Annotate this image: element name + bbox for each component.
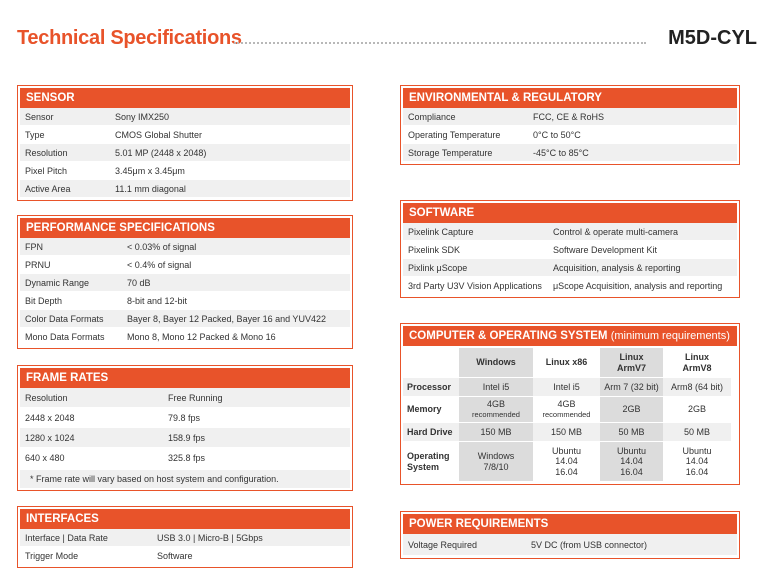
spec-row: [20, 274, 350, 292]
spec-value: 5V DC (from USB connector): [531, 540, 648, 550]
spec-label: Trigger Mode: [25, 551, 79, 561]
spec-value: 0°C to 50°C: [533, 130, 581, 140]
spec-value: Sony IMX250: [115, 112, 170, 122]
os-col-linux-armv8: Linux ArmV8: [663, 348, 731, 378]
spec-value: 8-bit and 12-bit: [127, 296, 188, 306]
spec-value: 158.9 fps: [168, 433, 206, 443]
os-row-hard-drive: [403, 423, 737, 442]
spec-value: 11.1 mm diagonal: [115, 184, 186, 194]
software-section: [400, 200, 740, 298]
spec-value: 5.01 MP (2448 x 2048): [115, 148, 207, 158]
spec-row: [20, 388, 350, 408]
section-header: INTERFACES: [20, 509, 350, 529]
os-cell: 2GB: [663, 397, 731, 423]
spec-value: < 0.4% of signal: [127, 260, 192, 270]
spec-value: Control & operate multi-camera: [553, 227, 679, 237]
spec-row: [20, 448, 350, 468]
spec-row: [20, 180, 350, 198]
spec-label: Active Area: [25, 184, 71, 194]
spec-value: 70 dB: [127, 278, 151, 288]
spec-row: [20, 328, 350, 346]
spec-value: Bayer 8, Bayer 12 Packed, Bayer 16 and YUV422: [127, 314, 326, 324]
os-cell: 150 MB: [459, 423, 533, 442]
os-cell: Arm 7 (32 bit): [600, 378, 663, 397]
spec-row: [20, 428, 350, 448]
spec-label: Resolution: [25, 148, 68, 158]
os-row-memory: [403, 397, 737, 423]
spec-row: [20, 292, 350, 310]
spec-value: 79.8 fps: [168, 413, 201, 423]
section-header: ENVIRONMENTAL & REGULATORY: [403, 88, 737, 108]
spec-label: Dynamic Range: [25, 278, 90, 288]
spec-row: [20, 162, 350, 180]
spec-label: FPN: [25, 242, 43, 252]
os-cell: 50 MB: [663, 423, 731, 442]
os-cell: Intel i5: [459, 378, 533, 397]
os-cell: Intel i5: [533, 378, 600, 397]
os-cell: 50 MB: [600, 423, 663, 442]
section-header: [403, 326, 737, 346]
spec-label: Pixelink Capture: [408, 227, 474, 237]
spec-row: [403, 277, 737, 295]
spec-row: [20, 144, 350, 162]
os-col-linux-armv7: Linux ArmV7: [600, 348, 663, 378]
os-header-row: [403, 348, 737, 378]
frame-rates-section: [17, 365, 353, 491]
spec-label: Pixelink SDK: [408, 245, 461, 255]
environmental-section: [400, 85, 740, 165]
spec-label: Voltage Required: [408, 540, 478, 550]
spec-value: Acquisition, analysis & reporting: [553, 263, 681, 273]
spec-row: [20, 310, 350, 328]
page-title: Technical Specifications: [17, 27, 242, 49]
interfaces-section: [17, 506, 353, 568]
section-header: SENSOR: [20, 88, 350, 108]
frame-rate-note: * Frame rate will vary based on host system and configuration.: [20, 470, 350, 488]
spec-row: [403, 144, 737, 162]
spec-value: -45°C to 85°C: [533, 148, 589, 158]
computer-os-section: [400, 323, 740, 485]
performance-section: [17, 215, 353, 349]
spec-row: [20, 108, 350, 126]
os-cell: 4GB recommended: [459, 397, 533, 423]
section-header: FRAME RATES: [20, 368, 350, 388]
spec-label: Color Data Formats: [25, 314, 104, 324]
section-header: SOFTWARE: [403, 203, 737, 223]
spec-row: [403, 241, 737, 259]
spec-label: Operating Temperature: [408, 130, 501, 140]
spec-row: [403, 223, 737, 241]
spec-label: Pixel Pitch: [25, 166, 68, 176]
spec-label: 640 x 480: [25, 453, 65, 463]
os-row-label: Hard Drive: [403, 423, 459, 442]
spec-label: 3rd Party U3V Vision Applications: [408, 281, 542, 291]
spec-value: μScope Acquisition, analysis and reporting: [553, 281, 723, 291]
spec-row: [20, 238, 350, 256]
os-row-label: Memory: [403, 397, 459, 423]
spec-label: Mono Data Formats: [25, 332, 105, 342]
os-cell: 4GB recommended: [533, 397, 600, 423]
section-header-title: COMPUTER & OPERATING SYSTEM: [409, 330, 608, 342]
power-section: [400, 511, 740, 559]
spec-value: USB 3.0 | Micro-B | 5Gbps: [157, 533, 263, 543]
os-cell: Windows 7/8/10: [459, 442, 533, 482]
spec-label: Pixlink μScope: [408, 263, 468, 273]
dotted-leader: [234, 42, 646, 44]
os-col-linux-x86: Linux x86: [533, 348, 600, 378]
os-row-label: Processor: [403, 378, 459, 397]
os-cell: 2GB: [600, 397, 663, 423]
spec-row: [20, 126, 350, 144]
spec-value: 3.45μm x 3.45μm: [115, 166, 185, 176]
os-row-operating-system: [403, 442, 737, 482]
os-row-processor: [403, 378, 737, 397]
spec-row: [20, 408, 350, 428]
spec-value: Mono 8, Mono 12 Packed & Mono 16: [127, 332, 276, 342]
spec-label: Interface | Data Rate: [25, 533, 108, 543]
spec-label: 1280 x 1024: [25, 433, 75, 443]
os-cell: Ubuntu 14.04 16.04: [533, 442, 600, 482]
os-header-blank: [403, 348, 459, 378]
spec-label: Sensor: [25, 112, 54, 122]
spec-label: Compliance: [408, 112, 456, 122]
spec-value: FCC, CE & RoHS: [533, 112, 605, 122]
spec-label: 2448 x 2048: [25, 413, 75, 423]
spec-row: [403, 108, 737, 126]
spec-label: Bit Depth: [25, 296, 63, 306]
os-col-windows: Windows: [459, 348, 533, 378]
spec-value: CMOS Global Shutter: [115, 130, 203, 140]
spec-row: [403, 126, 737, 144]
spec-value: Free Running: [168, 393, 223, 403]
spec-label: PRNU: [25, 260, 51, 270]
spec-row: [20, 529, 350, 547]
spec-row: [403, 534, 737, 556]
spec-label: Type: [25, 130, 45, 140]
spec-row: [20, 256, 350, 274]
spec-label: Storage Temperature: [408, 148, 493, 158]
spec-row: [403, 259, 737, 277]
model-name: M5D-CYL: [668, 27, 757, 49]
spec-value: < 0.03% of signal: [127, 242, 197, 252]
os-cell: Arm8 (64 bit): [663, 378, 731, 397]
section-header: POWER REQUIREMENTS: [403, 514, 737, 534]
os-row-label: Operating System: [403, 442, 459, 482]
spec-value: 325.8 fps: [168, 453, 206, 463]
sensor-section: [17, 85, 353, 201]
section-header: PERFORMANCE SPECIFICATIONS: [20, 218, 350, 238]
spec-value: Software Development Kit: [553, 245, 658, 255]
os-cell: Ubuntu 14.04 16.04: [600, 442, 663, 482]
spec-row: [20, 547, 350, 565]
os-table: [403, 348, 737, 482]
section-header-subtitle: (minimum requirements): [610, 330, 730, 342]
os-cell: 150 MB: [533, 423, 600, 442]
os-cell: Ubuntu 14.04 16.04: [663, 442, 731, 482]
spec-value: Software: [157, 551, 193, 561]
spec-label: Resolution: [25, 393, 68, 403]
